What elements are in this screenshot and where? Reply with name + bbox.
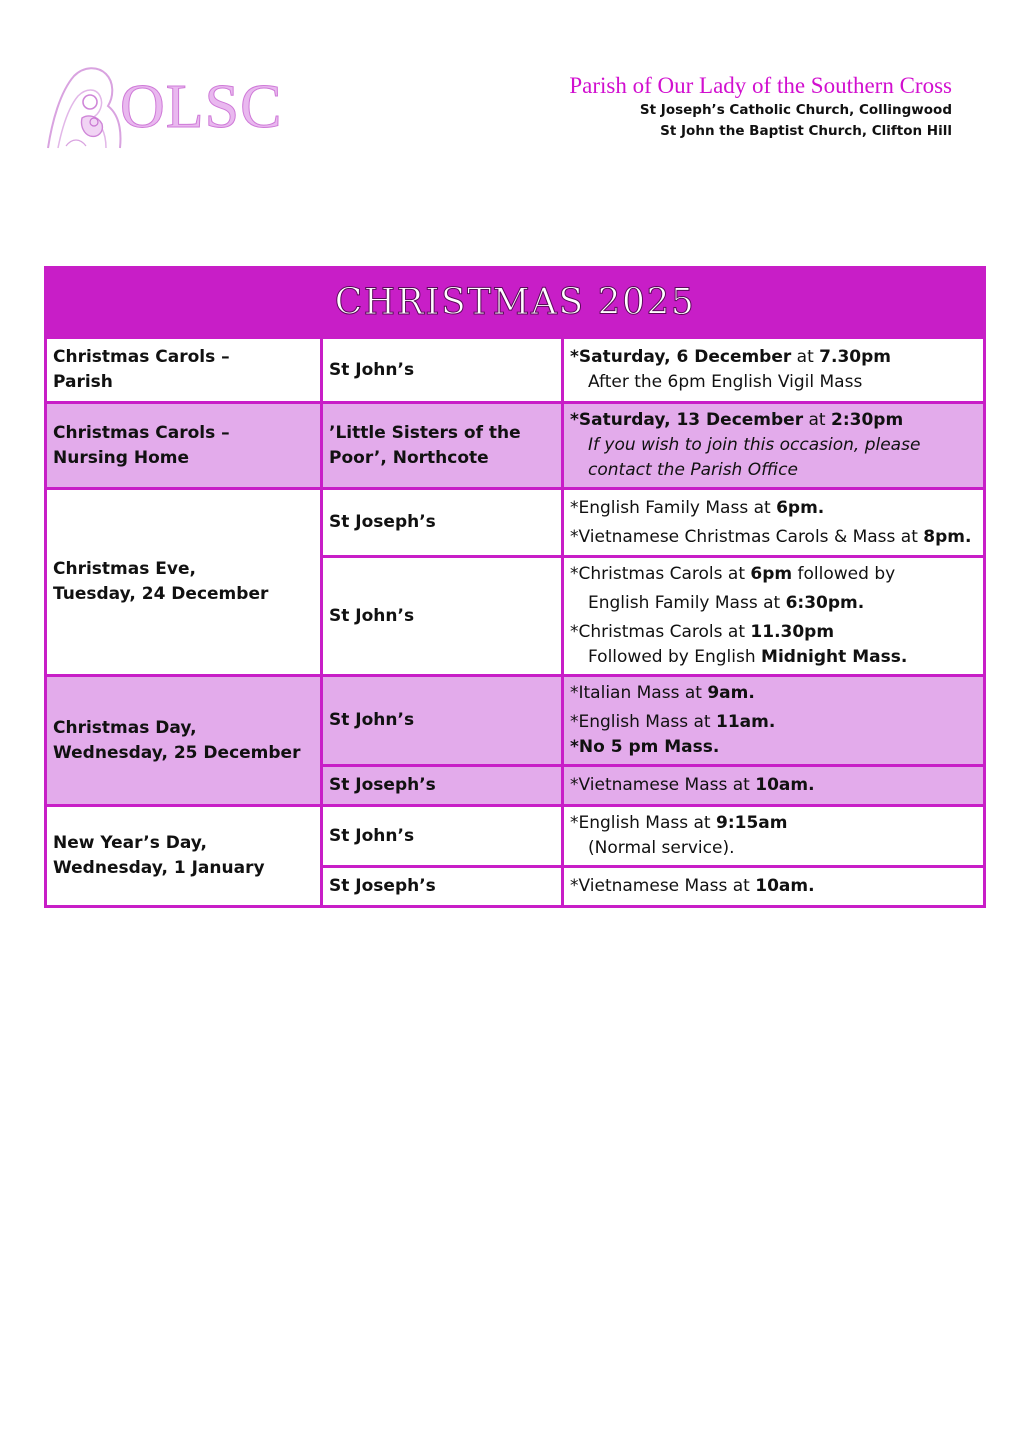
- table-row: [46, 403, 985, 489]
- detail-line: *English Family Mass at 6pm.: [570, 497, 825, 518]
- parish-name: Parish of Our Lady of the Southern Cross: [569, 73, 952, 98]
- location-cell: St John’s: [322, 806, 563, 867]
- service-details-cell: [563, 676, 985, 766]
- olsc-logo: [44, 62, 294, 154]
- detail-line: contact the Parish Office: [588, 460, 798, 480]
- location-label: ’Little Sisters of the: [329, 422, 521, 443]
- detail-line: English Family Mass at 6:30pm.: [588, 593, 865, 613]
- event-label: Tuesday, 24 December: [53, 584, 269, 604]
- event-label: Christmas Carols –: [53, 347, 230, 367]
- event-cell: [46, 489, 322, 676]
- table-row: [46, 489, 985, 557]
- detail-line: *Saturday, 13 December at 2:30pm: [570, 410, 904, 430]
- table-row: [46, 338, 985, 403]
- detail-line: *Vietnamese Mass at 10am.: [570, 775, 815, 795]
- event-label: Christmas Day,: [53, 717, 197, 738]
- event-label: Wednesday, 25 December: [53, 742, 301, 763]
- event-label: Wednesday, 1 January: [53, 858, 265, 878]
- detail-line: (Normal service).: [588, 838, 735, 858]
- event-label: Nursing Home: [53, 447, 189, 468]
- service-details-cell: [563, 766, 985, 806]
- event-cell: [46, 338, 322, 403]
- location-cell: St John’s: [322, 338, 563, 403]
- title-row: [46, 268, 985, 338]
- service-details-cell: [563, 557, 985, 676]
- detail-line: *English Mass at 11am.: [570, 712, 776, 732]
- location-cell: St John’s: [322, 676, 563, 766]
- detail-line: After the 6pm English Vigil Mass: [588, 372, 863, 392]
- location-label: Poor’, Northcote: [329, 447, 489, 468]
- church-line-st-john: St John the Baptist Church, Clifton Hill: [660, 123, 952, 139]
- event-cell: [46, 806, 322, 907]
- location-cell: [322, 403, 563, 489]
- detail-line: *Vietnamese Christmas Carols & Mass at 8pm.: [570, 526, 972, 547]
- madonna-child-logo-icon: [44, 62, 124, 154]
- detail-line: If you wish to join this occasion, please: [588, 435, 921, 455]
- detail-line: *English Mass at 9:15am: [570, 813, 788, 833]
- service-details-cell: [563, 806, 985, 867]
- detail-line: *Saturday, 6 December at 7.30pm: [570, 347, 891, 367]
- logo-wordmark: OLSC: [120, 73, 283, 141]
- service-details-cell: [563, 403, 985, 489]
- event-label: New Year’s Day,: [53, 833, 208, 853]
- detail-line: *No 5 pm Mass.: [570, 737, 720, 757]
- detail-line: *Christmas Carols at 11.30pm: [570, 622, 835, 642]
- christmas-schedule-table: [44, 266, 986, 908]
- service-details-cell: [563, 867, 985, 907]
- location-cell: St Joseph’s: [322, 766, 563, 806]
- service-details-cell: [563, 338, 985, 403]
- table-row: [46, 806, 985, 867]
- parish-header: [569, 72, 952, 142]
- detail-line: *Italian Mass at 9am.: [570, 683, 755, 703]
- location-cell: St Joseph’s: [322, 867, 563, 907]
- location-cell: St John’s: [322, 557, 563, 676]
- event-cell: [46, 676, 322, 806]
- event-label: Christmas Carols –: [53, 422, 230, 443]
- event-cell: [46, 403, 322, 489]
- event-label: Christmas Eve,: [53, 559, 196, 579]
- schedule-title: CHRISTMAS 2025: [46, 268, 985, 338]
- table-row: [46, 676, 985, 766]
- service-details-cell: [563, 489, 985, 557]
- detail-line: *Christmas Carols at 6pm followed by: [570, 564, 896, 584]
- detail-line: Followed by English Midnight Mass.: [588, 647, 908, 667]
- location-cell: St Joseph’s: [322, 489, 563, 557]
- event-label: Parish: [53, 372, 113, 392]
- church-line-st-joseph: St Joseph’s Catholic Church, Collingwood: [639, 102, 952, 118]
- detail-line: *Vietnamese Mass at 10am.: [570, 876, 815, 896]
